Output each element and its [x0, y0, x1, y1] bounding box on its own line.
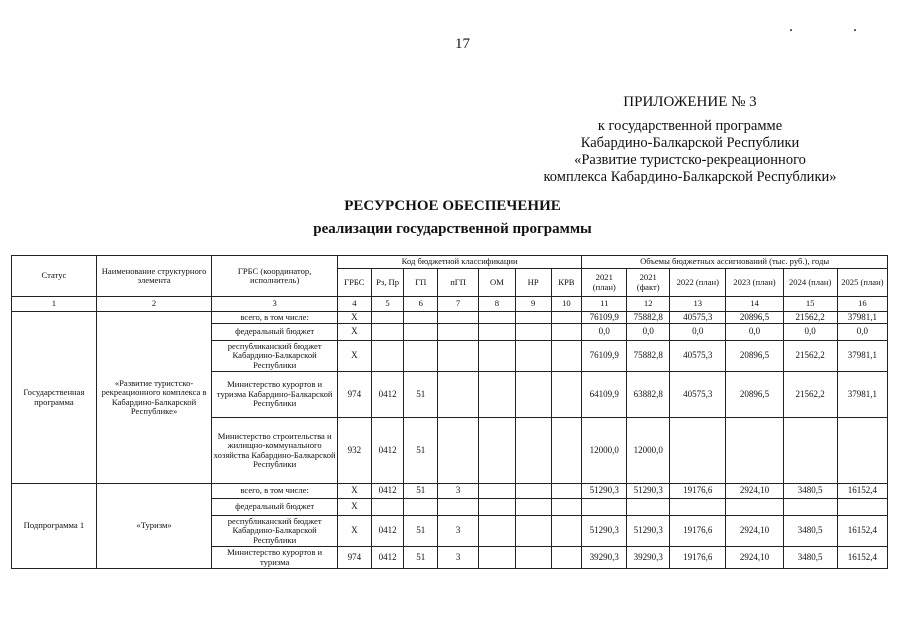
value-2025-plan-cell: 0,0: [837, 324, 887, 341]
value-2021-plan-cell: 0,0: [582, 324, 627, 341]
gp-code-cell: 51: [404, 484, 438, 499]
gp-code-cell: 51: [404, 516, 438, 547]
header-year-2025-plan: 2025 (план): [837, 269, 887, 297]
value-2022-plan-cell: 19176,6: [670, 516, 726, 547]
value-2022-plan-cell: 19176,6: [670, 484, 726, 499]
value-2023-plan-cell: 20896,5: [726, 341, 783, 372]
appendix-line: к государственной программе: [597, 118, 783, 134]
value-2022-plan-cell: 40575,3: [670, 372, 726, 418]
header-code-grbs: ГРБС: [338, 269, 372, 297]
gp-code-cell: [404, 312, 438, 324]
gp-code-cell: 51: [404, 372, 438, 418]
value-2021-plan-cell: 51290,3: [582, 516, 627, 547]
om-code-cell: [479, 372, 516, 418]
header-year-2021-fact: 2021 (факт): [627, 269, 670, 297]
document-subheading: реализации государственной программы: [313, 221, 592, 237]
rzpr-code-cell: 0412: [371, 418, 404, 484]
value-2025-plan-cell: 37981,1: [837, 312, 887, 324]
krv-code-cell: [551, 312, 582, 324]
rzpr-code-cell: [371, 312, 404, 324]
value-2023-plan-cell: 0,0: [726, 324, 783, 341]
value-2024-plan-cell: 3480,5: [783, 484, 837, 499]
value-2023-plan-cell: [726, 499, 783, 516]
grbs-code-cell: X: [338, 341, 372, 372]
gp-code-cell: [404, 499, 438, 516]
om-code-cell: [479, 547, 516, 569]
header-year-2023-plan: 2023 (план): [726, 269, 783, 297]
value-2021-fact-cell: [627, 499, 670, 516]
krv-code-cell: [551, 324, 582, 341]
column-number: 15: [783, 297, 837, 312]
header-year-2021-plan: 2021 (план): [582, 269, 627, 297]
appendix-block: [530, 94, 850, 186]
header-code-gp: ГП: [404, 269, 438, 297]
om-code-cell: [479, 516, 516, 547]
grbs-code-cell: X: [338, 484, 372, 499]
executor-cell: Министерство курортов и туризма: [212, 547, 338, 569]
executor-cell: всего, в том числе:: [212, 484, 338, 499]
column-number: 6: [404, 297, 438, 312]
value-2021-fact-cell: 51290,3: [627, 516, 670, 547]
column-number: 16: [837, 297, 887, 312]
table-row: [12, 484, 888, 499]
value-2022-plan-cell: 19176,6: [670, 547, 726, 569]
value-2025-plan-cell: 37981,1: [837, 341, 887, 372]
krv-code-cell: [551, 418, 582, 484]
table-row: [12, 312, 888, 324]
header-code-krv: КРВ: [551, 269, 582, 297]
pgp-code-cell: 3: [438, 484, 479, 499]
value-2021-plan-cell: 12000,0: [582, 418, 627, 484]
value-2024-plan-cell: 21562,2: [783, 372, 837, 418]
header-code-om: ОМ: [479, 269, 516, 297]
nr-code-cell: [515, 341, 551, 372]
rzpr-code-cell: [371, 324, 404, 341]
header-code-nr: НР: [515, 269, 551, 297]
rzpr-code-cell: 0412: [371, 547, 404, 569]
column-number: 2: [96, 297, 211, 312]
krv-code-cell: [551, 484, 582, 499]
pgp-code-cell: [438, 324, 479, 341]
header-grbs-coordinator: ГРБС (координатор, исполнитель): [212, 256, 338, 297]
header-code-pgp: пГП: [438, 269, 479, 297]
nr-code-cell: [515, 499, 551, 516]
header-budget-code: Код бюджетной классификации: [338, 256, 582, 269]
column-number-row: [12, 297, 888, 312]
value-2021-plan-cell: 51290,3: [582, 484, 627, 499]
value-2024-plan-cell: 21562,2: [783, 312, 837, 324]
value-2021-plan-cell: [582, 499, 627, 516]
executor-cell: Министерство курортов и туризма Кабардино-Балкарской Республики: [212, 372, 338, 418]
krv-code-cell: [551, 499, 582, 516]
value-2022-plan-cell: 0,0: [670, 324, 726, 341]
value-2025-plan-cell: 16152,4: [837, 484, 887, 499]
value-2025-plan-cell: [837, 499, 887, 516]
value-2022-plan-cell: [670, 499, 726, 516]
value-2021-plan-cell: 76109,9: [582, 341, 627, 372]
om-code-cell: [479, 312, 516, 324]
appendix-line: «Развитие туристско-рекреационного: [574, 152, 806, 168]
krv-code-cell: [551, 341, 582, 372]
om-code-cell: [479, 418, 516, 484]
pgp-code-cell: 3: [438, 547, 479, 569]
page-number: 17: [455, 36, 470, 52]
executor-cell: федеральный бюджет: [212, 499, 338, 516]
gp-code-cell: 51: [404, 418, 438, 484]
value-2021-fact-cell: 12000,0: [627, 418, 670, 484]
pgp-code-cell: [438, 341, 479, 372]
value-2023-plan-cell: [726, 418, 783, 484]
header-year-2022-plan: 2022 (план): [670, 269, 726, 297]
rzpr-code-cell: [371, 341, 404, 372]
value-2021-fact-cell: 75882,8: [627, 341, 670, 372]
value-2022-plan-cell: 40575,3: [670, 312, 726, 324]
value-2024-plan-cell: [783, 418, 837, 484]
grbs-code-cell: 974: [338, 372, 372, 418]
value-2021-plan-cell: 39290,3: [582, 547, 627, 569]
value-2025-plan-cell: 16152,4: [837, 516, 887, 547]
value-2024-plan-cell: 0,0: [783, 324, 837, 341]
rzpr-code-cell: 0412: [371, 484, 404, 499]
krv-code-cell: [551, 516, 582, 547]
krv-code-cell: [551, 547, 582, 569]
value-2024-plan-cell: [783, 499, 837, 516]
value-2023-plan-cell: 20896,5: [726, 372, 783, 418]
grbs-code-cell: X: [338, 312, 372, 324]
value-2023-plan-cell: 2924,10: [726, 516, 783, 547]
value-2025-plan-cell: [837, 418, 887, 484]
grbs-code-cell: X: [338, 324, 372, 341]
value-2025-plan-cell: 37981,1: [837, 372, 887, 418]
element-name-cell: «Туризм»: [96, 484, 211, 569]
column-number: 13: [670, 297, 726, 312]
grbs-code-cell: 932: [338, 418, 372, 484]
column-number: 7: [438, 297, 479, 312]
om-code-cell: [479, 499, 516, 516]
nr-code-cell: [515, 312, 551, 324]
appendix-line: Кабардино-Балкарской Республики: [580, 135, 800, 151]
value-2024-plan-cell: 3480,5: [783, 516, 837, 547]
gp-code-cell: [404, 324, 438, 341]
appendix-line: комплекса Кабардино-Балкарской Республики»: [543, 169, 837, 185]
appendix-title: ПРИЛОЖЕНИЕ № 3: [623, 94, 757, 110]
column-number: 9: [515, 297, 551, 312]
executor-cell: федеральный бюджет: [212, 324, 338, 341]
om-code-cell: [479, 484, 516, 499]
value-2021-plan-cell: 64109,9: [582, 372, 627, 418]
column-number: 14: [726, 297, 783, 312]
column-number: 3: [212, 297, 338, 312]
value-2024-plan-cell: 21562,2: [783, 341, 837, 372]
value-2025-plan-cell: 16152,4: [837, 547, 887, 569]
pgp-code-cell: 3: [438, 516, 479, 547]
value-2021-fact-cell: 63882,8: [627, 372, 670, 418]
value-2022-plan-cell: 40575,3: [670, 341, 726, 372]
column-number: 8: [479, 297, 516, 312]
element-name-cell: «Развитие туристско-рекреационного комплекса в Кабардино-Балкарской Республике»: [96, 312, 211, 484]
nr-code-cell: [515, 418, 551, 484]
value-2023-plan-cell: 2924,10: [726, 547, 783, 569]
value-2021-fact-cell: 75882,8: [627, 312, 670, 324]
header-year-2024-plan: 2024 (план): [783, 269, 837, 297]
corner-marks: . .: [789, 18, 885, 35]
value-2021-plan-cell: 76109,9: [582, 312, 627, 324]
pgp-code-cell: [438, 372, 479, 418]
rzpr-code-cell: 0412: [371, 372, 404, 418]
om-code-cell: [479, 341, 516, 372]
header-element-name: Наименование структурного элемента: [96, 256, 211, 297]
nr-code-cell: [515, 324, 551, 341]
executor-cell: всего, в том числе:: [212, 312, 338, 324]
executor-cell: Министерство строительства и жилищно-коммунального хозяйства Кабардино-Балкарской Республики: [212, 418, 338, 484]
header-status: Статус: [12, 256, 97, 297]
grbs-code-cell: 974: [338, 547, 372, 569]
column-number: 12: [627, 297, 670, 312]
pgp-code-cell: [438, 499, 479, 516]
nr-code-cell: [515, 547, 551, 569]
nr-code-cell: [515, 372, 551, 418]
nr-code-cell: [515, 516, 551, 547]
value-2024-plan-cell: 3480,5: [783, 547, 837, 569]
krv-code-cell: [551, 372, 582, 418]
om-code-cell: [479, 324, 516, 341]
status-cell: Подпрограмма 1: [12, 484, 97, 569]
pgp-code-cell: [438, 418, 479, 484]
pgp-code-cell: [438, 312, 479, 324]
header-code-rzpr: Рз, Пр: [371, 269, 404, 297]
status-cell: Государственная программа: [12, 312, 97, 484]
column-number: 11: [582, 297, 627, 312]
value-2023-plan-cell: 2924,10: [726, 484, 783, 499]
column-number: 1: [12, 297, 97, 312]
value-2023-plan-cell: 20896,5: [726, 312, 783, 324]
grbs-code-cell: X: [338, 516, 372, 547]
value-2021-fact-cell: 39290,3: [627, 547, 670, 569]
column-number: 10: [551, 297, 582, 312]
column-number: 4: [338, 297, 372, 312]
value-2021-fact-cell: 0,0: [627, 324, 670, 341]
rzpr-code-cell: [371, 499, 404, 516]
header-volumes: Объемы бюджетных ассигнований (тыс. руб.), годы: [582, 256, 888, 269]
resource-table: [11, 255, 888, 569]
executor-cell: республиканский бюджет Кабардино-Балкарской Республики: [212, 341, 338, 372]
rzpr-code-cell: 0412: [371, 516, 404, 547]
gp-code-cell: [404, 341, 438, 372]
value-2021-fact-cell: 51290,3: [627, 484, 670, 499]
column-number: 5: [371, 297, 404, 312]
nr-code-cell: [515, 484, 551, 499]
gp-code-cell: 51: [404, 547, 438, 569]
document-heading: РЕСУРСНОЕ ОБЕСПЕЧЕНИЕ: [344, 198, 561, 214]
value-2022-plan-cell: [670, 418, 726, 484]
executor-cell: республиканский бюджет Кабардино-Балкарской Республики: [212, 516, 338, 547]
grbs-code-cell: X: [338, 499, 372, 516]
